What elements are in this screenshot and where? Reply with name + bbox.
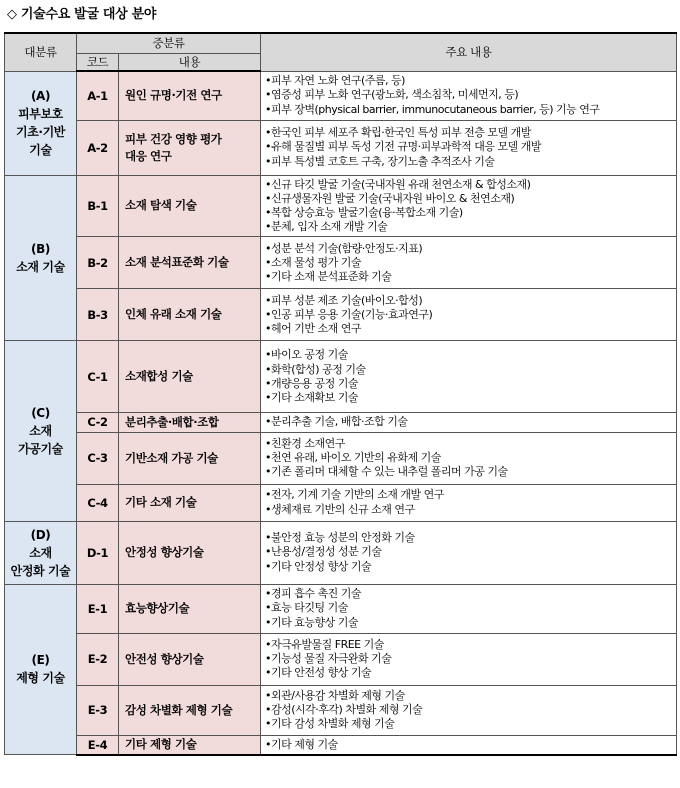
category-name <box>119 341 261 413</box>
category-code: C-4 <box>77 484 119 521</box>
content-item: •외관/사용감 차별화 제형 기술 <box>265 688 405 702</box>
category-code: B-1 <box>77 175 119 237</box>
table-row <box>5 71 677 120</box>
major-category-line: 가공기술 <box>18 441 63 456</box>
content-item: •바이오 공정 기술 <box>265 348 348 362</box>
content-cell <box>261 484 677 521</box>
content-item: •피부 특성별 코호트 구축, 장기노출 추적조사 기술 <box>265 154 495 168</box>
content-cell <box>261 120 677 175</box>
table-row <box>5 237 677 289</box>
category-name <box>119 237 261 289</box>
table-row <box>5 432 677 484</box>
tech-demand-table <box>4 32 677 756</box>
content-item: •기타 소재확보 기술 <box>265 391 359 405</box>
content-cell <box>261 289 677 341</box>
category-code: A-2 <box>77 120 119 175</box>
content-cell <box>261 584 677 633</box>
content-item: •친환경 소재연구 <box>265 436 345 450</box>
category-code: E-1 <box>77 584 119 633</box>
category-name <box>119 432 261 484</box>
content-item: •효능 타깃팅 기술 <box>265 601 348 615</box>
content-item: •생체재료 기반의 신규 소재 연구 <box>265 502 415 516</box>
category-name <box>119 71 261 120</box>
header-content: 주요 내용 <box>261 33 677 71</box>
table-row <box>5 584 677 633</box>
content-item: •기타 안정성 향상 기술 <box>265 559 372 573</box>
major-category <box>5 71 77 175</box>
content-item: •감성(시각·후각) 차별화 제형 기술 <box>265 702 423 716</box>
category-code: B-2 <box>77 237 119 289</box>
content-item: •경피 흡수 촉진 기술 <box>265 587 362 601</box>
content-item: •헤어 기반 소재 연구 <box>265 321 362 335</box>
content-cell <box>261 413 677 432</box>
category-name <box>119 735 261 755</box>
content-item: •소재 물성 평가 기술 <box>265 255 362 269</box>
table-row <box>5 685 677 735</box>
content-item: •인공 피부 응용 기술(기능·효과연구) <box>265 307 433 321</box>
table-row <box>5 484 677 521</box>
content-item: •한국인 피부 세포주 확립·한국인 특성 피부 전층 모델 개발 <box>265 126 531 140</box>
major-category-line: 소재 <box>29 423 52 438</box>
content-item: •전자, 기계 기술 기반의 소재 개발 연구 <box>265 488 444 502</box>
major-category-line: (A) <box>30 89 51 103</box>
major-category-line: 기술 <box>29 143 52 157</box>
category-name <box>119 120 261 175</box>
content-item: •기타 효능향상 기술 <box>265 615 359 629</box>
content-item: •분리추출 기술, 배합·조합 기술 <box>265 415 408 429</box>
category-name-line: 원인 규명·기전 연구 <box>125 88 222 103</box>
major-category-line: (E) <box>31 653 50 668</box>
category-code: C-2 <box>77 413 119 432</box>
content-cell <box>261 237 677 289</box>
major-category-line: (D) <box>30 527 51 542</box>
category-code: C-1 <box>77 341 119 413</box>
category-name-line: 효능향상기술 <box>125 601 190 616</box>
table-row <box>5 413 677 432</box>
category-name <box>119 175 261 237</box>
content-item: •성분 분석 기술(함량·안정도·지표) <box>265 241 423 255</box>
content-item: •피부 성분 제조 기술(바이오·합성) <box>265 293 423 307</box>
category-code: A-1 <box>77 71 119 120</box>
category-code: E-3 <box>77 685 119 735</box>
content-item: •피부 장벽(physical barrier, immunocutaneous barrier, 등) 기능 연구 <box>265 102 600 116</box>
header-major: 대분류 <box>5 33 77 71</box>
major-category-line: 제형 기술 <box>16 671 65 686</box>
major-category-line: 소재 기술 <box>16 259 65 274</box>
content-cell <box>261 735 677 755</box>
major-category-line: 안정화 기술 <box>10 563 71 578</box>
content-item: •화학(합성) 공정 기술 <box>265 362 366 376</box>
category-name-line: 소재 탐색 기술 <box>125 198 197 213</box>
content-item: •기타 제형 기술 <box>265 737 338 751</box>
category-name-line: 기타 소재 기술 <box>125 495 197 510</box>
content-item: •신규생물자원 발굴 기술(국내자원 바이오 & 천연소재) <box>265 191 515 205</box>
category-name <box>119 484 261 521</box>
major-category <box>5 521 77 584</box>
category-code: E-4 <box>77 735 119 755</box>
table-row <box>5 175 677 237</box>
major-category-line: 소재 <box>29 545 52 560</box>
category-name-line: 소재합성 기술 <box>125 369 193 384</box>
content-item: •자극유발물질 FREE 기술 <box>265 637 384 651</box>
table-body <box>5 71 677 755</box>
content-item: •유해 물질별 피부 독성 기전 규명·피부과학적 대응 모델 개발 <box>265 140 541 154</box>
content-cell <box>261 341 677 413</box>
major-category-line: 피부보호 <box>18 107 63 121</box>
category-name-line: 분리추출·배합·조합 <box>125 414 219 429</box>
table-row <box>5 633 677 685</box>
content-item: •분체, 입자 소재 개발 기술 <box>265 220 388 234</box>
category-name-line: 대응 연구 <box>125 148 172 163</box>
major-category-line: (B) <box>31 241 50 256</box>
major-category <box>5 175 77 341</box>
content-cell <box>261 521 677 584</box>
content-item: •복합 상승효능 발굴기술(융·복합소재 기술) <box>265 205 463 219</box>
content-cell <box>261 175 677 237</box>
content-cell <box>261 71 677 120</box>
category-name <box>119 521 261 584</box>
major-category <box>5 584 77 755</box>
content-item: •기타 안전성 향상 기술 <box>265 666 372 680</box>
content-cell <box>261 685 677 735</box>
category-name <box>119 633 261 685</box>
major-category-line: 기초·기반 <box>16 125 65 139</box>
category-name-line: 피부 건강 영향 평가 <box>125 131 222 146</box>
table-row <box>5 289 677 341</box>
table-row <box>5 521 677 584</box>
header-code: 코드 <box>77 53 119 71</box>
category-name <box>119 685 261 735</box>
category-code: E-2 <box>77 633 119 685</box>
content-item: •피부 자연 노화 연구(주름, 등) <box>265 74 405 88</box>
content-item: •기타 감성 차별화 제형 기술 <box>265 717 395 731</box>
content-item: •난용성/결정성 성분 기술 <box>265 545 382 559</box>
category-name-line: 안정성 향상기술 <box>125 545 204 560</box>
category-name <box>119 413 261 432</box>
page-heading: ◇ 기술수요 발굴 대상 분야 <box>7 7 157 22</box>
category-name-line: 기반소재 가공 기술 <box>125 450 218 465</box>
content-cell <box>261 432 677 484</box>
category-name <box>119 289 261 341</box>
content-item: •신규 타깃 발굴 기술(국내자원 유래 천연소재 & 합성소재) <box>265 177 531 191</box>
category-name-line: 소재 분석표준화 기술 <box>125 255 229 270</box>
content-item: •천연 유래, 바이오 기반의 유화제 기술 <box>265 450 441 464</box>
major-category <box>5 341 77 521</box>
content-item: •개량응용 공정 기술 <box>265 376 359 390</box>
major-category-line: (C) <box>31 405 50 420</box>
category-code: C-3 <box>77 432 119 484</box>
header-name: 내용 <box>119 53 261 71</box>
content-item: •불안정 효능 성분의 안정화 기술 <box>265 531 415 545</box>
category-code: D-1 <box>77 521 119 584</box>
content-item: •기능성 물질 자극완화 기술 <box>265 651 392 665</box>
category-name <box>119 584 261 633</box>
category-name-line: 기타 제형 기술 <box>125 737 197 752</box>
content-cell <box>261 633 677 685</box>
table-row <box>5 341 677 413</box>
table-row <box>5 120 677 175</box>
header-middle: 중분류 <box>77 33 261 53</box>
content-item: •기타 소재 분석표준화 기술 <box>265 269 392 283</box>
category-name-line: 인체 유래 소재 기술 <box>125 307 222 322</box>
category-name-line: 감성 차별화 제형 기술 <box>125 702 233 717</box>
table-row <box>5 735 677 755</box>
content-item: •염증성 피부 노화 연구(광노화, 색소침착, 미세먼지, 등) <box>265 88 519 102</box>
content-item: •기존 폴리머 대체할 수 있는 내추럴 폴리머 가공 기술 <box>265 465 508 479</box>
category-name-line: 안전성 향상기술 <box>125 651 204 666</box>
category-code: B-3 <box>77 289 119 341</box>
